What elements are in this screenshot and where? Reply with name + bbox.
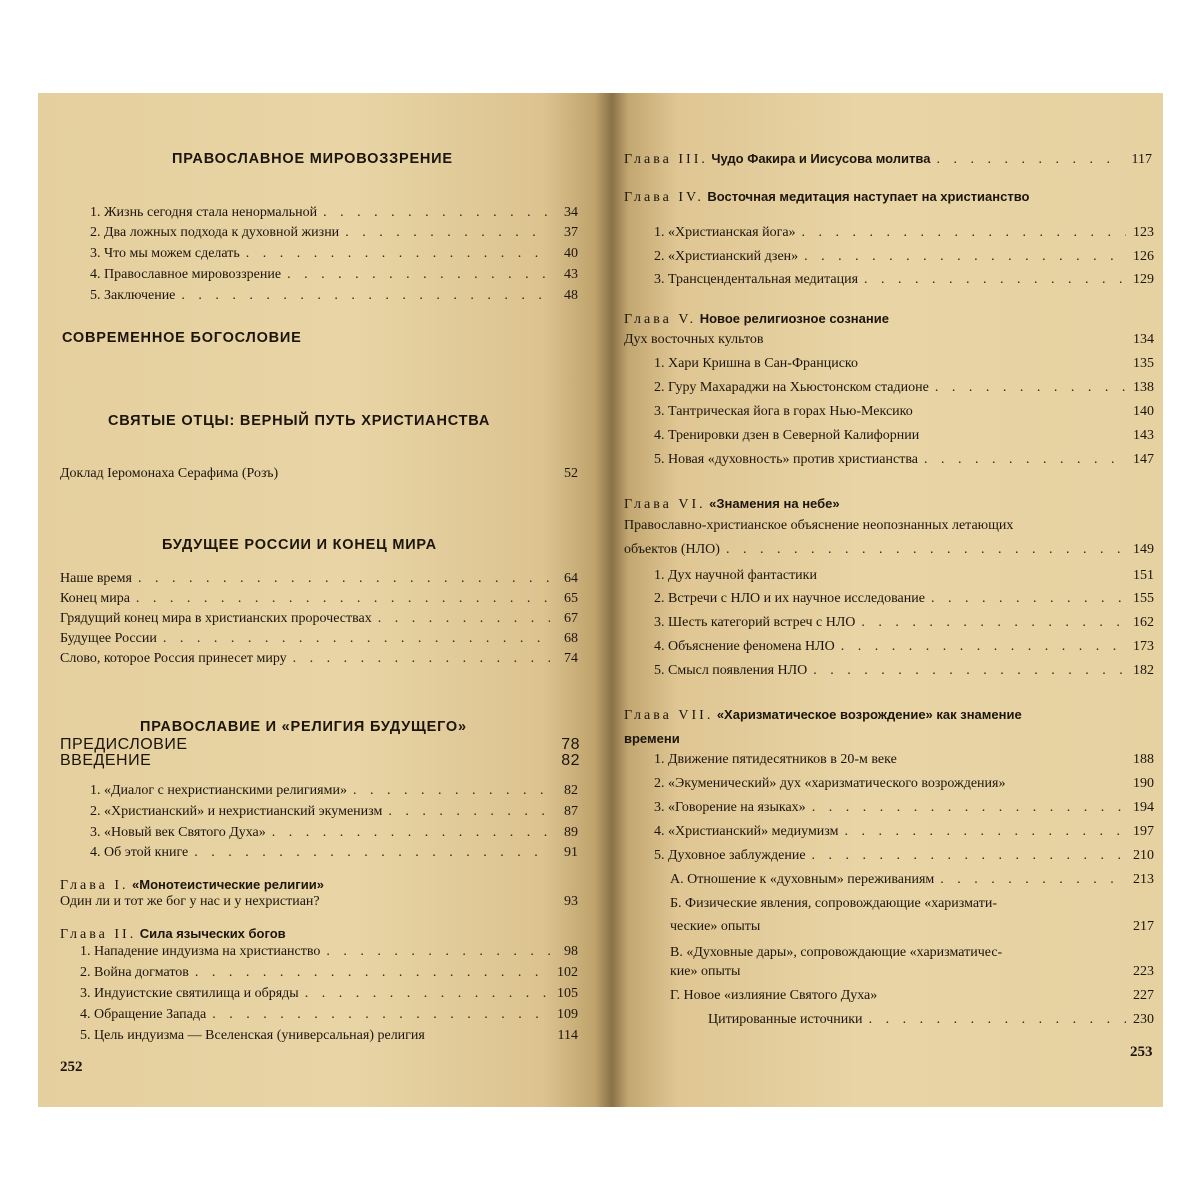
chapter-heading-5[interactable]: Глава V. Новое религиозное сознание (624, 311, 889, 327)
right-page (612, 93, 1163, 1107)
chapter-heading-7[interactable]: Глава VII. «Харизматическое возрождение» как знамение (624, 707, 1022, 723)
toc-entry-line: В. «Духовные дары», сопровождающие «харизматичес- (670, 945, 1003, 960)
chapter-heading-2[interactable]: Глава II. Сила языческих богов (60, 926, 286, 942)
toc-entry[interactable]: Один ли и тот же бог у нас и у нехристиан? 93 (60, 894, 578, 909)
toc-entry[interactable]: Конец мира . . . 65 (60, 590, 578, 608)
toc-entry[interactable]: 2. «Христианский дзен» . . . 126 (654, 248, 1154, 266)
toc-entry[interactable]: Г. Новое «излияние Святого Духа» 227 (670, 988, 1154, 1003)
chapter-heading-3[interactable]: Глава III. Чудо Факира и Иисусова молитва . . . 117 (624, 150, 1152, 169)
toc-entry[interactable]: Доклад Iеромонаха Серафима (Розъ) 52 (60, 466, 578, 481)
page-number-right: 253 (1130, 1044, 1153, 1060)
toc-entry-line: Б. Физические явления, сопровождающие «харизмати- (670, 896, 997, 911)
section-heading-religion-of-future: ПРАВОСЛАВИЕ И «РЕЛИГИЯ БУДУЩЕГО» (140, 719, 467, 735)
section-heading-orthodox-worldview: ПРАВОСЛАВНОЕ МИРОВОЗЗРЕНИЕ (172, 151, 453, 167)
section-heading-modern-theology: СОВРЕМЕННОЕ БОГОСЛОВИЕ (62, 330, 302, 346)
toc-entry[interactable]: 4. Православное мировоззрение . . . 43 (90, 266, 578, 284)
chapter-heading-1[interactable]: Глава I. «Монотеистические религии» (60, 877, 324, 893)
toc-entry[interactable]: А. Отношение к «духовным» переживаниям . . . 213 (670, 871, 1154, 889)
toc-entry[interactable]: 4. Об этой книге . . . 91 (90, 844, 578, 862)
toc-entry[interactable]: 4. Обращение Запада . . . 109 (80, 1006, 578, 1024)
toc-entry[interactable]: 3. «Говорение на языках» . . . 194 (654, 799, 1154, 817)
toc-entry[interactable]: Будущее России . . . 68 (60, 630, 578, 648)
toc-entry[interactable]: 2. Гуру Махараджи на Хьюстонском стадионе . . . 138 (654, 379, 1154, 397)
chapter-heading-4[interactable]: Глава IV. Восточная медитация наступает на христианство (624, 189, 1030, 205)
toc-entry[interactable]: кие» опыты 223 (670, 964, 1154, 979)
chapter-subtitle: Православно-христианское объяснение неопознанных летающих (624, 518, 1014, 533)
toc-entry[interactable]: 3. Тантрическая йога в горах Нью-Мексико 140 (654, 404, 1154, 419)
toc-entry[interactable]: 3. Что мы можем сделать . . . 40 (90, 245, 578, 263)
toc-entry[interactable]: 2. «Экуменический» дух «харизматического возрождения» 190 (654, 776, 1154, 791)
chapter-heading-6[interactable]: Глава VI. «Знамения на небе» (624, 496, 840, 512)
toc-entry[interactable]: 1. Дух научной фантастики 151 (654, 568, 1154, 583)
toc-entry[interactable]: 1. «Христианская йога» . . . 123 (654, 224, 1154, 242)
toc-entry[interactable]: 5. Духовное заблуждение . . . 210 (654, 847, 1154, 865)
toc-entry[interactable]: 1. Жизнь сегодня стала ненормальной . . . 34 (90, 204, 578, 222)
toc-entry[interactable]: объектов (НЛО) . . . 149 (624, 541, 1154, 559)
toc-entry[interactable]: 3. Индуистские святилища и обряды . . . 105 (80, 985, 578, 1003)
toc-entry[interactable]: 4. «Христианский» медиумизм . . . 197 (654, 823, 1154, 841)
toc-entry[interactable]: 5. Цель индуизма — Вселенская (универсальная) религия 114 (80, 1028, 578, 1043)
toc-entry[interactable]: Цитированные источники . . . 230 (708, 1011, 1154, 1029)
section-heading-holy-fathers: СВЯТЫЕ ОТЦЫ: ВЕРНЫЙ ПУТЬ ХРИСТИАНСТВА (108, 413, 491, 429)
left-page (38, 93, 612, 1107)
toc-entry-intro[interactable]: ВВЕДЕНИЕ 82 (60, 752, 580, 769)
toc-entry[interactable]: 3. Шесть категорий встреч с НЛО . . . 162 (654, 614, 1154, 632)
toc-entry[interactable]: 1. «Диалог с нехристианскими религиями» . . . 82 (90, 782, 578, 800)
toc-entry[interactable]: 2. «Христианский» и нехристианский экуменизм . . . 87 (90, 803, 578, 821)
toc-entry[interactable]: 3. Трансцендентальная медитация . . . 129 (654, 271, 1154, 289)
toc-entry[interactable]: 4. Объяснение феномена НЛО . . . 173 (654, 638, 1154, 656)
toc-entry[interactable]: Грядущий конец мира в христианских пророчествах . . . 67 (60, 610, 578, 628)
toc-entry[interactable]: 5. Смысл появления НЛО . . . 182 (654, 662, 1154, 680)
toc-entry[interactable]: 5. Новая «духовность» против христианства . . . 147 (654, 451, 1154, 469)
toc-entry[interactable]: 1. Движение пятидесятников в 20-м веке 188 (654, 752, 1154, 767)
toc-entry[interactable]: 3. «Новый век Святого Духа» . . . 89 (90, 824, 578, 842)
toc-entry[interactable]: 2. Два ложных подхода к духовной жизни . . . 37 (90, 224, 578, 242)
toc-entry[interactable]: 1. Нападение индуизма на христианство . . . 98 (80, 943, 578, 961)
section-heading-future-of-russia: БУДУЩЕЕ РОССИИ И КОНЕЦ МИРА (162, 537, 437, 553)
toc-entry[interactable]: 2. Война догматов . . . 102 (80, 964, 578, 982)
toc-entry[interactable]: Дух восточных культов 134 (624, 332, 1154, 347)
toc-entry[interactable]: 5. Заключение . . . 48 (90, 287, 578, 305)
chapter-heading-continuation: времени (624, 731, 680, 746)
toc-entry-preface[interactable]: ПРЕДИСЛОВИЕ 78 (60, 736, 580, 753)
toc-entry[interactable]: Наше время . . . 64 (60, 570, 578, 588)
toc-entry[interactable]: 1. Хари Кришна в Сан-Франциско 135 (654, 356, 1154, 371)
page-number-left: 252 (60, 1059, 83, 1075)
toc-entry[interactable]: 2. Встречи с НЛО и их научное исследование . . . 155 (654, 590, 1154, 608)
toc-entry[interactable]: ческие» опыты 217 (670, 919, 1154, 934)
toc-entry[interactable]: 4. Тренировки дзен в Северной Калифорнии 143 (654, 428, 1154, 443)
toc-entry[interactable]: Слово, которое Россия принесет миру . . . 74 (60, 650, 578, 668)
